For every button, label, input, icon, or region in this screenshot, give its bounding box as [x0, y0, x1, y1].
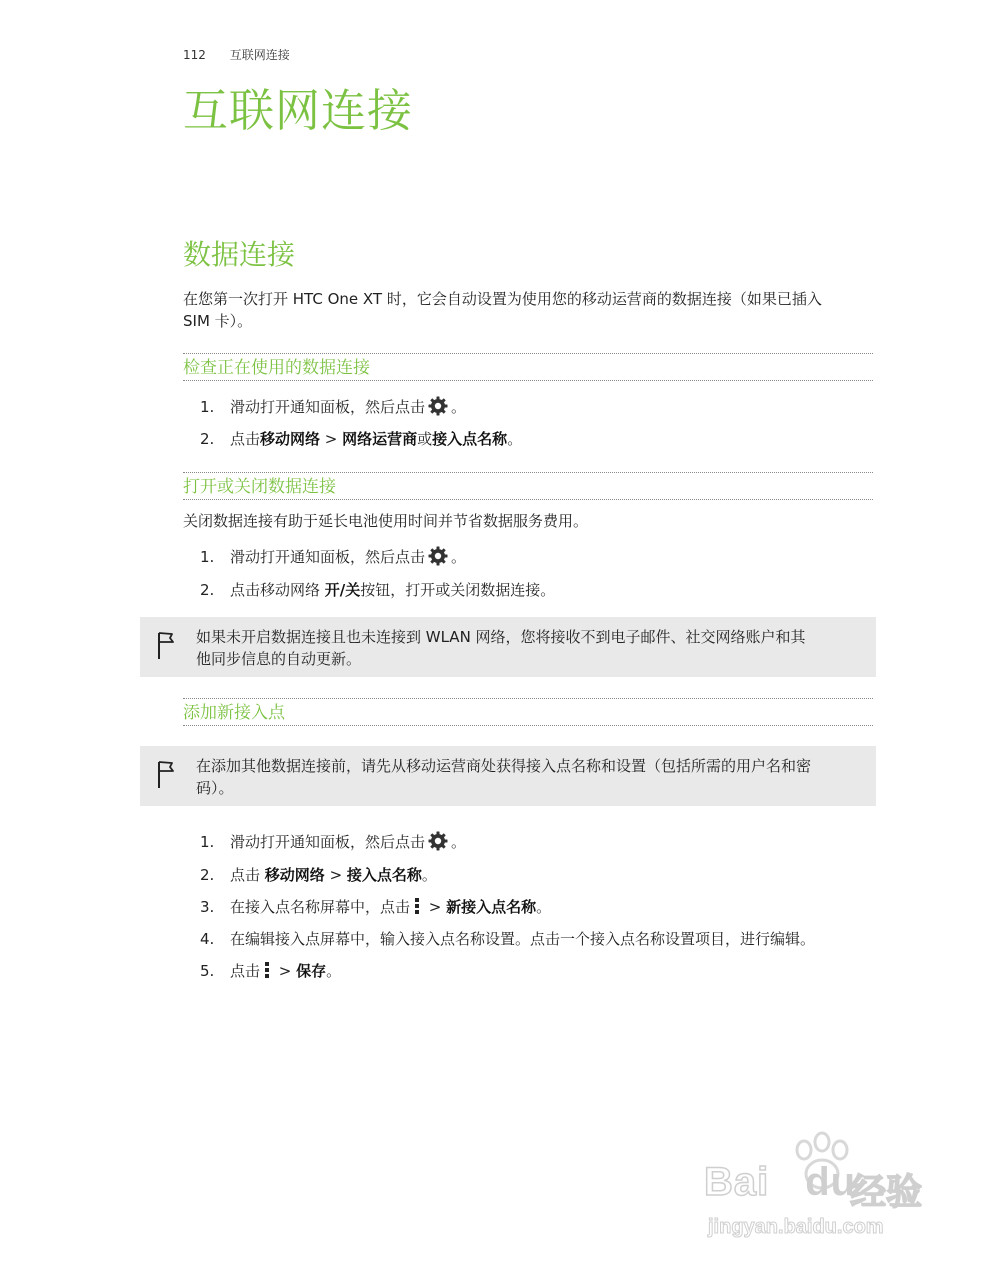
menu-save: 保存 — [296, 962, 327, 980]
note-text — [196, 626, 866, 670]
step-end: 。 — [451, 548, 467, 566]
step-number: 2. — [200, 430, 215, 448]
separator: > — [320, 430, 343, 448]
watermark-brand-du: du — [805, 1160, 857, 1204]
watermark-label: 经验 — [850, 1172, 923, 1213]
check-step-2 — [200, 428, 522, 450]
menu-mobile-network: 移动网络 — [260, 430, 321, 448]
step-text: 滑动打开通知面板，然后点击 — [230, 833, 426, 851]
check-step-1 — [200, 396, 466, 422]
menu-apn: 接入点名称 — [346, 866, 422, 884]
section-intro — [183, 288, 883, 332]
note-line-2: 他同步信息的自动更新。 — [196, 650, 362, 668]
step-text: 滑动打开通知面板，然后点击 — [230, 398, 426, 416]
page-number: 112 — [183, 48, 206, 62]
subhead-toggle-connection-label: 打开或关闭数据连接 — [183, 477, 336, 497]
toggle-step-1 — [200, 546, 466, 572]
step-text: 点击移动网络 — [230, 581, 325, 599]
note-line-2: 码）。 — [196, 779, 234, 797]
separator: > — [324, 866, 347, 884]
flag-icon — [154, 629, 176, 663]
step-number: 5. — [200, 962, 215, 980]
step-text: 按钮，打开或关闭数据连接。 — [360, 581, 556, 599]
subhead-add-apn — [183, 698, 873, 726]
step-end: 。 — [451, 398, 467, 416]
subhead-check-connection — [183, 353, 873, 381]
flag-icon — [154, 758, 176, 792]
apn-step-3 — [200, 896, 551, 922]
note-line-1: 在添加其他数据连接前，请先从移动运营商处获得接入点名称和设置（包括所需的用户名和密 — [196, 757, 812, 775]
apn-step-1 — [200, 831, 466, 857]
settings-gear-icon — [428, 396, 448, 422]
on-off-label: 开/关 — [324, 581, 361, 599]
step-number: 3. — [200, 898, 215, 916]
watermark-brand — [704, 1160, 856, 1205]
step-end: 。 — [507, 430, 523, 448]
subhead-toggle-connection — [183, 472, 873, 500]
menu-new-apn: 新接入点名称 — [446, 898, 537, 916]
step-text: 在接入点名称屏幕中，点击 — [230, 898, 411, 916]
subhead-check-connection-label: 检查正在使用的数据连接 — [183, 358, 370, 378]
step-end: 。 — [536, 898, 552, 916]
menu-mobile-network: 移动网络 — [264, 866, 325, 884]
section-intro-line2: SIM 卡）。 — [183, 312, 253, 330]
watermark-brand-bai: Bai — [704, 1160, 770, 1204]
step-number: 1. — [200, 398, 215, 416]
apn-step-2 — [200, 864, 437, 886]
step-number: 2. — [200, 581, 215, 599]
watermark-url: jingyan.baidu.com — [708, 1216, 884, 1238]
step-end: 。 — [326, 962, 342, 980]
step-number: 1. — [200, 548, 215, 566]
step-text: 在编辑接入点屏幕中，输入接入点名称设置。点击一个接入点名称设置项目，进行编辑。 — [230, 930, 816, 948]
menu-more-icon — [413, 896, 421, 922]
note-text — [196, 755, 866, 799]
apn-step-4 — [200, 928, 815, 950]
toggle-desc: 关闭数据连接有助于延长电池使用时间并节省数据服务费用。 — [183, 512, 589, 530]
apn-step-5 — [200, 960, 341, 986]
menu-apn: 接入点名称 — [432, 430, 508, 448]
step-number: 4. — [200, 930, 215, 948]
note-box-data-off — [140, 617, 876, 677]
note-line-1: 如果未开启数据连接且也未连接到 WLAN 网络，您将接收不到电子邮件、社交网络账户和其 — [196, 628, 806, 646]
section-title: 数据连接 — [183, 238, 296, 271]
settings-gear-icon — [428, 546, 448, 572]
step-text: 点击 — [230, 866, 265, 884]
step-text: 或 — [417, 430, 433, 448]
running-title: 互联网连接 — [229, 48, 290, 62]
settings-gear-icon — [428, 831, 448, 857]
running-header — [183, 46, 290, 63]
step-end: 。 — [451, 833, 467, 851]
subhead-add-apn-label: 添加新接入点 — [183, 703, 285, 723]
menu-more-icon — [263, 960, 271, 986]
note-box-apn — [140, 746, 876, 806]
menu-network-operator: 网络运营商 — [342, 430, 418, 448]
step-text: 点击 — [230, 962, 261, 980]
chapter-title: 互联网连接 — [183, 84, 414, 137]
section-intro-line1: 在您第一次打开 HTC One XT 时，它会自动设置为使用您的移动运营商的数据连接（如果已插入 — [183, 290, 822, 308]
step-text: 滑动打开通知面板，然后点击 — [230, 548, 426, 566]
toggle-step-2 — [200, 579, 555, 601]
separator: > — [274, 962, 297, 980]
step-end: 。 — [421, 866, 437, 884]
step-text: 点击 — [230, 430, 261, 448]
baidu-watermark — [700, 1130, 940, 1250]
separator: > — [424, 898, 447, 916]
step-number: 1. — [200, 833, 215, 851]
step-number: 2. — [200, 866, 215, 884]
